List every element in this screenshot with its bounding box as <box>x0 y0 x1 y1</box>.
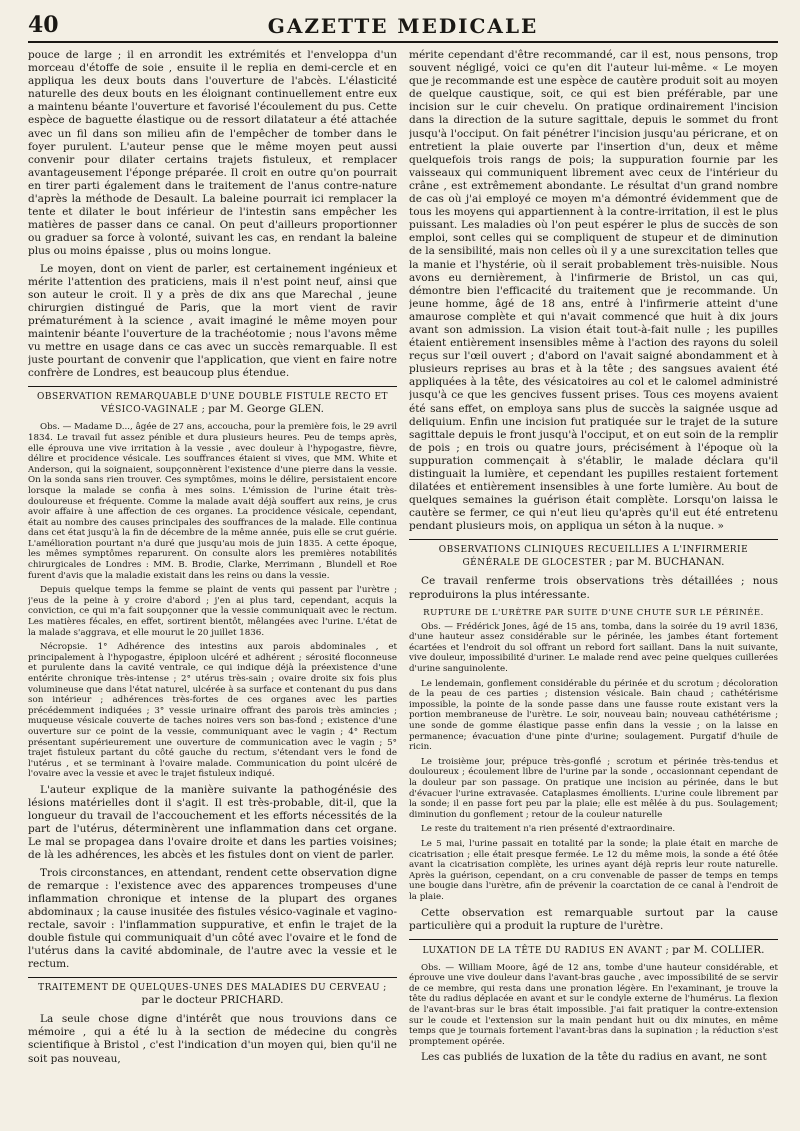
article-columns <box>28 49 778 1127</box>
paragraph: Le reste du traitement n'a rien présenté d'extraordinaire. <box>421 824 676 835</box>
paragraph: Le 5 mai, l'urine passait en totalité par la sonde; la plaie était en marche de cicatrisation ; elle était presque fermée. Le 12 du même mois, la sonde a été ôtée avant la cicatrisation complète, les urines ayant déjà repris leur route naturelle. Après la guérison, cependant, on a cru convenable de passer de temps en temps une bougie dans l'urètre, afin de prévenir la coarctation de ce canal à l'endroit de la plaie. <box>409 838 778 902</box>
paragraph: Depuis quelque temps la femme se plaint de vents qui passent par l'urètre ; j'eus de la peine à y croire d'abord ; j'en ai plus tard, cependant, acquis la conviction, ce qui m'a fait soupçonner que la vessie communiquait avec le rectum. Les matières fécales, en effet, sortirent bientôt, mêlangées avec l'urine. L'état de la malade s'aggrava, et elle mourut le 20 juillet 1836. <box>28 585 397 638</box>
paragraph: Trois circonstances, en attendant, rendent cette observation digne de remarque : l'existence avec des apparences trompeuses d'une inflammation chronique et intense de la plupart des organes abdominaux ; la cause inusitée des fistules vésico-vaginale et vagino-rectale, savoir : l'inflammation suppurative, et enfin le trajet de la double fistule qui communiquait d'un côté avec l'ovaire et le fond de l'utérus dans la cavité abdominale, de l'autre avec la vessie et le rectum. <box>28 866 397 971</box>
treatment-author: par le docteur PRICHARD. <box>141 994 284 1007</box>
paragraph: Obs. — William Moore, âgé de 12 ans, tombe d'une hauteur considérable, et éprouve une vive douleur dans l'avant-bras gauche , avec impossibilité de se servir de ce membre, qui resta dans une pronation légère. En l'examinant, je trouve la tête du radius déplacée en avant et sur le condyle externe de l'humérus. La flexion de l'avant-bras sur le bras était impossible. J'ai fait pratiquer la contre-extension sur le coude et l'extension sur la main pendant huit ou dix minutes, en même temps que je tournais fortement l'avant-bras dans la supination ; la réduction s'est promptement opérée. <box>409 962 778 1047</box>
observation-title: OBSERVATION REMARQUABLE D'UNE DOUBLE FISTULE RECTO ET VÉSICO-VAGINALE ; <box>36 392 389 416</box>
paragraph: Cette observation est remarquable surtout par la cause particulière qui a produit la rupture de l'urètre. <box>409 906 778 932</box>
rupture-heading: RUPTURE DE L'URÈTRE PAR SUITE D'UNE CHUTE SUR LE PÉRINÉE. <box>423 607 764 618</box>
rupture-commentary <box>409 907 778 933</box>
luxation-case <box>409 963 778 1048</box>
page-number: 40 <box>28 12 59 38</box>
luxation-author: par M. COLLIER. <box>672 943 765 956</box>
paragraph: Les cas publiés de luxation de la tête du radius en avant, ne sont <box>421 1051 767 1064</box>
paragraph: Ce travail renferme trois observations très détaillées ; nous reproduirons la plus intéressante. <box>409 575 778 601</box>
paragraph: L'auteur explique de la manière suivante la pathogénésie des lésions matérielles dont il s'agit. Il est très-probable, dit-il, que la longueur du travail de l'accouchement et les efforts nécessités de la part de l'utérus, déterminèrent une inflammation dans cet organe. Le mal se propagea dans l'ovaire droite et dans les parties voisines; de là les adhérences, les abcès et les fistules dont on vient de parler. <box>28 783 397 862</box>
paragraph: Nécropsie. 1° Adhérence des intestins aux parois abdominales , et principalement à l'hypogastre, épiploon ulcéré et adhérent ; sérosité floconneuse et purulente dans la cavité ventrale, ce qui indique déjà la préexistence d'une entérite chronique très-intense ; 2° utérus très-sain ; ovaire droite six fois plus volumineuse que dans l'état naturel, ulcérée à sa surface et contenant du pus dans son intérieur ; adhérences très-fortes de ces organes avec les parties précédemment indiquées ; 3° vessie urinaire offrant des parois très amincies ; muqueuse vésicale couverte de taches noires vers son bas-fond ; existence d'une ouverture sur ce point de la vessie, communiquant avec le vagin ; 4° Rectum présentant supérieurement une ouverture de communication avec le vagin ; 5° trajet fistuleux partant du côté gauche du rectum, s'étendant vers le fond de l'utérus , et se terminant à l'ovaire malade. Communication du point ulcéré de l'ovaire avec la vessie et avec le trajet fistuleux indiqué. <box>28 642 397 780</box>
right-column <box>409 49 778 1127</box>
luxation-heading <box>409 944 778 957</box>
section-divider <box>28 386 397 387</box>
journal-title: GAZETTE MEDICALE <box>267 14 539 38</box>
observation-commentary <box>28 784 397 971</box>
section-divider <box>28 977 397 978</box>
observation-heading <box>28 391 397 416</box>
paragraph: mérite cependant d'être recommandé, car il est, nous pensons, trop souvent négligé, voici ce qu'en dit l'auteur lui-même. « Le moyen que je recommande est une espèce de cautère produit soit au moyen de quelque caustique, soit, ce qui est bien préférable, par une incision sur le cuir chevelu. On pratique ordinairement l'incision dans la direction de la suture sagittale, depuis le sommet du front jusqu'à l'occiput. On fait pénétrer l'incision jusqu'au péricrane, et on entretient la plaie ouverte par l'insertion d'un, deux et même quelquefois trois rangs de pois; la suppuration fournie par les vaisseaux qui communiquent librement avec ceux de l'intérieur du crâne , est extrêmement abondante. Le résultat d'un grand nombre de cas où j'ai employé ce moyen m'a démontré évidemment que de tous les moyens qui appartiennent à la contre-irritation, il est le plus puissant. Les maladies où l'on peut espérer le plus de succès de son emploi, sont celles qui se compliquent de stupeur et de diminution de la sensibilité, mais non celles où il y a une surexcitation telles que la manie et l'hystérie, où il serait probablement très-nuisible. Nous avons eu dernièrement, à l'infirmerie de Bristol, un cas qui, démontre bien l'efficacité du traitement que je recommande. Un jeune homme, âgé de 18 ans, entré à l'infirmerie atteint d'une amaurose complète et qui n'avait commencé que huit à dix jours avant son admission. La vision était tout-à-fait nulle ; les pupilles étaient entièrement insensibles même à l'action des rayons du soleil reçus sur l'œil ouvert ; d'abord on l'avait saigné abondamment et à plusieurs reprises au bras et à la tête ; des sangsues avaient été appliquées à la tête, des vésicatoires au col et le calomel administré jusqu'à ce que les gencives fussent prises. Tous ces moyens avaient été sans effet, on employa sans plus de succès la saignée usque ad deliquium. Enfin une incision fut pratiquée sur le trajet de la suture sagittale depuis le front jusqu'à l'occiput, et on eut soin de la remplir de pois ; en trois ou quatre jours, précisément à l'époque où la suppuration commençait à s'établir, le malade déclara qu'il distinguait la lumière, et cependant les pupilles restaient fortement dilatées et entièrement insensibles à une forte lumière. Au bout de quelques semaines la guérison était complète. Lorsqu'on laissa le cautère se fermer, ce qui n'eut lieu qu'après qu'il eut été entretenu pendant plusieurs mois, on appliqua un séton à la nuque. » <box>409 49 778 533</box>
clinical-title: OBSERVATIONS CLINIQUES RECUEILLIES A L'INFIRMERIE GÉNÉRALE DE GLOCESTER ; <box>438 545 749 569</box>
paragraph: Le troisième jour, prépuce très-gonflé ; scrotum et périnée très-tendus et douloureux ; écoulement libre de l'urine par la sonde , occasionnant cependant de la douleur par son passage. On pratique une incision au périnée, dans le but d'évacuer l'urine extravasée. Cataplasmes émollients. L'urine coule librement par la sonde; il en passe fort peu par la plaie; elle est mêlée à du pus. Soulagement; diminution du gonflement ; retour de la couleur naturelle <box>409 756 778 820</box>
clinical-author: par M. BUCHANAN. <box>615 556 725 569</box>
observation-author: par M. George GLEN. <box>208 403 324 416</box>
paragraph: Obs. — Madame D..., âgée de 27 ans, accoucha, pour la première fois, le 29 avril 1834. Le travail fut assez pénible et dura plusieurs heures. Peu de temps après, elle éprouva une vive irritation à la vessie , avec douleur à l'hypogastre, fièvre, délire et procidence vésicale. Les souffrances étaient si vives, que MM. White et Anderson, qui la soignaient, soupçonnèrent l'existence d'une pierre dans la vessie. On la sonda sans rien trouver. Ces symptômes, moins le délire, persistaient encore lorsque la malade se confia à mes soins. L'émission de l'urine était très-douloureuse et fréquente. Comme la malade avait déjà souffert aux reins, je crus avoir affaire à une affection de ces organes. La procidence vésicale, cependant, était au nombre des causes principales des souffrances de la malade. Elle continua dans cet état jusqu'à la fin de décembre de la même année, puis elle se crut guérie. L'amélioration pourtant n'a duré que jusqu'au mois de juin 1835. A cette époque, les mêmes symptômes reparurent. On consulte alors les premières notabilités chirurgicales de Londres : MM. B. Brodie, Clarke, Merrimann , Blundell et Roe furent d'avis que la maladie existait dans les reins ou dans la vessie. <box>28 422 397 581</box>
treatment-heading <box>28 982 397 1007</box>
clinical-heading <box>409 544 778 569</box>
section-divider <box>409 539 778 540</box>
page-header <box>28 12 778 43</box>
observation-case <box>28 422 397 780</box>
right-intro <box>409 49 778 533</box>
left-column <box>28 49 397 1127</box>
clinical-intro <box>409 575 778 601</box>
luxation-title: LUXATION DE LA TÊTE DU RADIUS EN AVANT ; <box>422 945 670 956</box>
left-intro <box>28 49 397 380</box>
luxation-commentary <box>409 1051 778 1064</box>
paragraph: Obs. — Frédérick Jones, âgé de 15 ans, tomba, dans la soirée du 19 avril 1836, d'une hauteur assez considérable sur le périnée, les jambes étant fortement écartées et l'endroit du sol offrant un rebord fort saillant. Dans la nuit suivante, vive douleur, impossibilité d'uriner. Le malade rend avec peine quelques cuillerées d'urine sanguinolente. <box>409 621 778 675</box>
paragraph: La seule chose digne d'intérêt que nous trouvions dans ce mémoire , qui a été lu à la section de médecine du congrès scientifique à Bristol , c'est l'indication d'un moyen qui, bien qu'il ne soit pas nouveau, <box>28 1013 397 1065</box>
paragraph: pouce de large ; il en arrondit les extrémités et l'enveloppa d'un morceau d'étoffe de soie , ensuite il le replia en demi-cercle et en appliqua les deux bouts dans l'ouverture de l'abcès. L'élasticité naturelle des deux bouts en les éloignant continuellement entre eux a maintenu béante l'ouverture et favorisé l'écoulement du pus. Cette espèce de baguette élastique ou de ressort dilatateur a été attachée avec un fil dans son milieu afin de l'empêcher de tomber dans le foyer purulent. L'auteur pense que le même moyen peut aussi convenir pour dilater certains trajets fistuleux, et remplacer avantageusement l'éponge préparée. Il croit en outre qu'on pourrait en tirer parti également dans le traitement de l'anus contre-nature d'après la méthode de Desault. La baleine pourrait ici remplacer la tente et dilater le bout inférieur de l'intestin sans empêcher les matières de passer dans ce canal. On peut d'ailleurs proportionner ou graduer sa force à volonté, suivant les cas, en rendant la baleine plus ou moins épaisse , plus ou moins longue. <box>28 49 397 258</box>
treatment-title: TRAITEMENT DE QUELQUES-UNES DES MALADIES DU CERVEAU ; <box>38 983 387 994</box>
rupture-case <box>409 622 778 903</box>
treatment-text <box>28 1013 397 1065</box>
paragraph: Le moyen, dont on vient de parler, est certainement ingénieux et mérite l'attention des praticiens, mais il n'est point neuf, ainsi que son auteur le croit. Il y a près de dix ans que Marechal , jeune chirurgien distingué de Paris, que la mort vient de ravir prématurément à la science , avait imaginé le même moyen pour maintenir béante l'ouverture de la trachéotomie ; nous l'avons même vu mettre en usage dans ce cas avec un succès remarquable. Il est juste pourtant de convenir que l'application, que vient en faire notre confrère de Londres, est beaucoup plus étendue. <box>28 262 397 380</box>
paragraph: Le lendemain, gonflement considérable du périnée et du scrotum ; décoloration de la peau de ces parties ; distension vésicale. Bain chaud ; cathétérisme impossible, la pointe de la sonde passe dans une fausse route existant vers la portion membraneuse de l'urètre. Le soir, nouveau bain; nouveau cathétérisme ; une sonde de gomme élastique passe enfin dans la vessie ; on la laisse en permanence; évacuation d'une pinte d'urine; soulagement. Purgatif d'huile de ricin. <box>409 678 778 753</box>
section-divider <box>409 939 778 940</box>
